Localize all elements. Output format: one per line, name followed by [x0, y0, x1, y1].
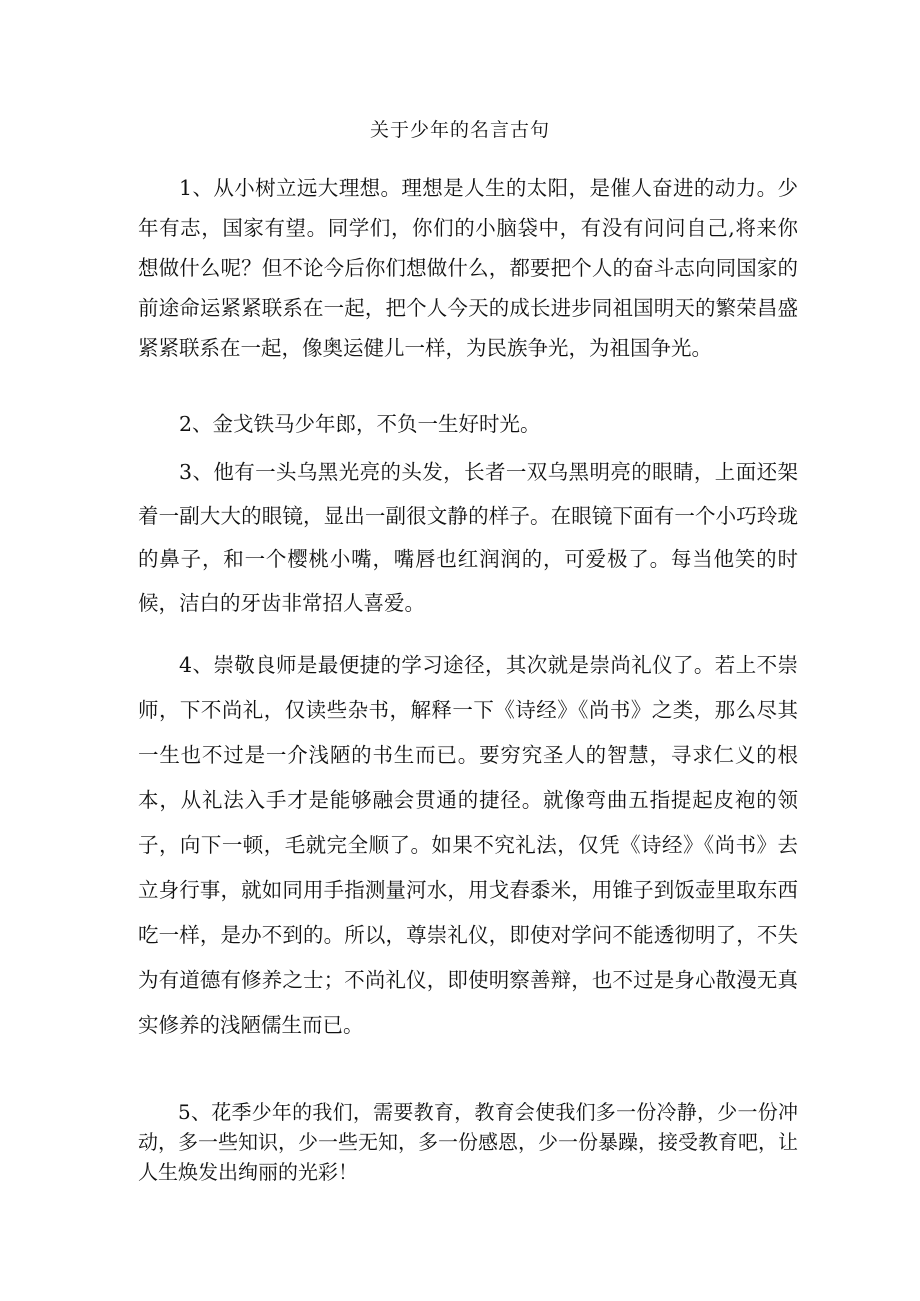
quote-paragraph-1: 1、从小树立远大理想。理想是人生的太阳，是催人奋进的动力。少年有志，国家有望。同学们，你们的小脑袋中，有没有问问自己,将来你想做什么呢？但不论今后你们想做什么，都要把个人的奋斗志向同国家的前途命运紧紧联系在一起，把个人今天的成长进步同祖国明天的繁荣昌盛紧紧联系在一起，像奥运健儿一样，为民族争光，为祖国争光。: [138, 176, 798, 360]
document-title: 关于少年的名言古句: [369, 119, 550, 141]
quote-paragraph-4: 4、崇敬良师是最便捷的学习途径，其次就是崇尚礼仪了。若上不崇师，下不尚礼，仅读些杂书，解释一下《诗经》《尚书》之类，那么尽其一生也不过是一介浅陋的书生而已。要穷究圣人的智慧，寻求仁义的根本，从礼法入手才是能够融会贯通的捷径。就像弯曲五指提起皮袍的领子，向下一顿，毛就完全顺了。如果不究礼法，仅凭《诗经》《尚书》去立身行事，就如同用手指测量河水，用戈舂黍米，用锥子到饭壶里取东西吃一样，是办不到的。所以，尊崇礼仪，即使对学问不能透彻明了，不失为有道德有修养之士；不尚礼仪，即使明察善辩，也不过是身心散漫无真实修养的浅陋儒生而已。: [138, 653, 798, 1037]
quote-paragraph-5: 5、花季少年的我们，需要教育，教育会使我们多一份冷静，少一份冲动，多一些知识，少一些无知，多一份感恩，少一份暴躁，接受教育吧，让人生焕发出绚丽的光彩！: [138, 1100, 798, 1184]
quote-paragraph-3: 3、他有一头乌黑光亮的头发，长者一双乌黑明亮的眼睛，上面还架着一副大大的眼镜，显出一副很文静的样子。在眼镜下面有一个小巧玲珑的鼻子，和一个樱桃小嘴，嘴唇也红润润的，可爱极了。每当他笑的时候，洁白的牙齿非常招人喜爱。: [138, 460, 798, 615]
quote-paragraph-2: 2、金戈铁马少年郎，不负一生好时光。: [179, 412, 541, 436]
